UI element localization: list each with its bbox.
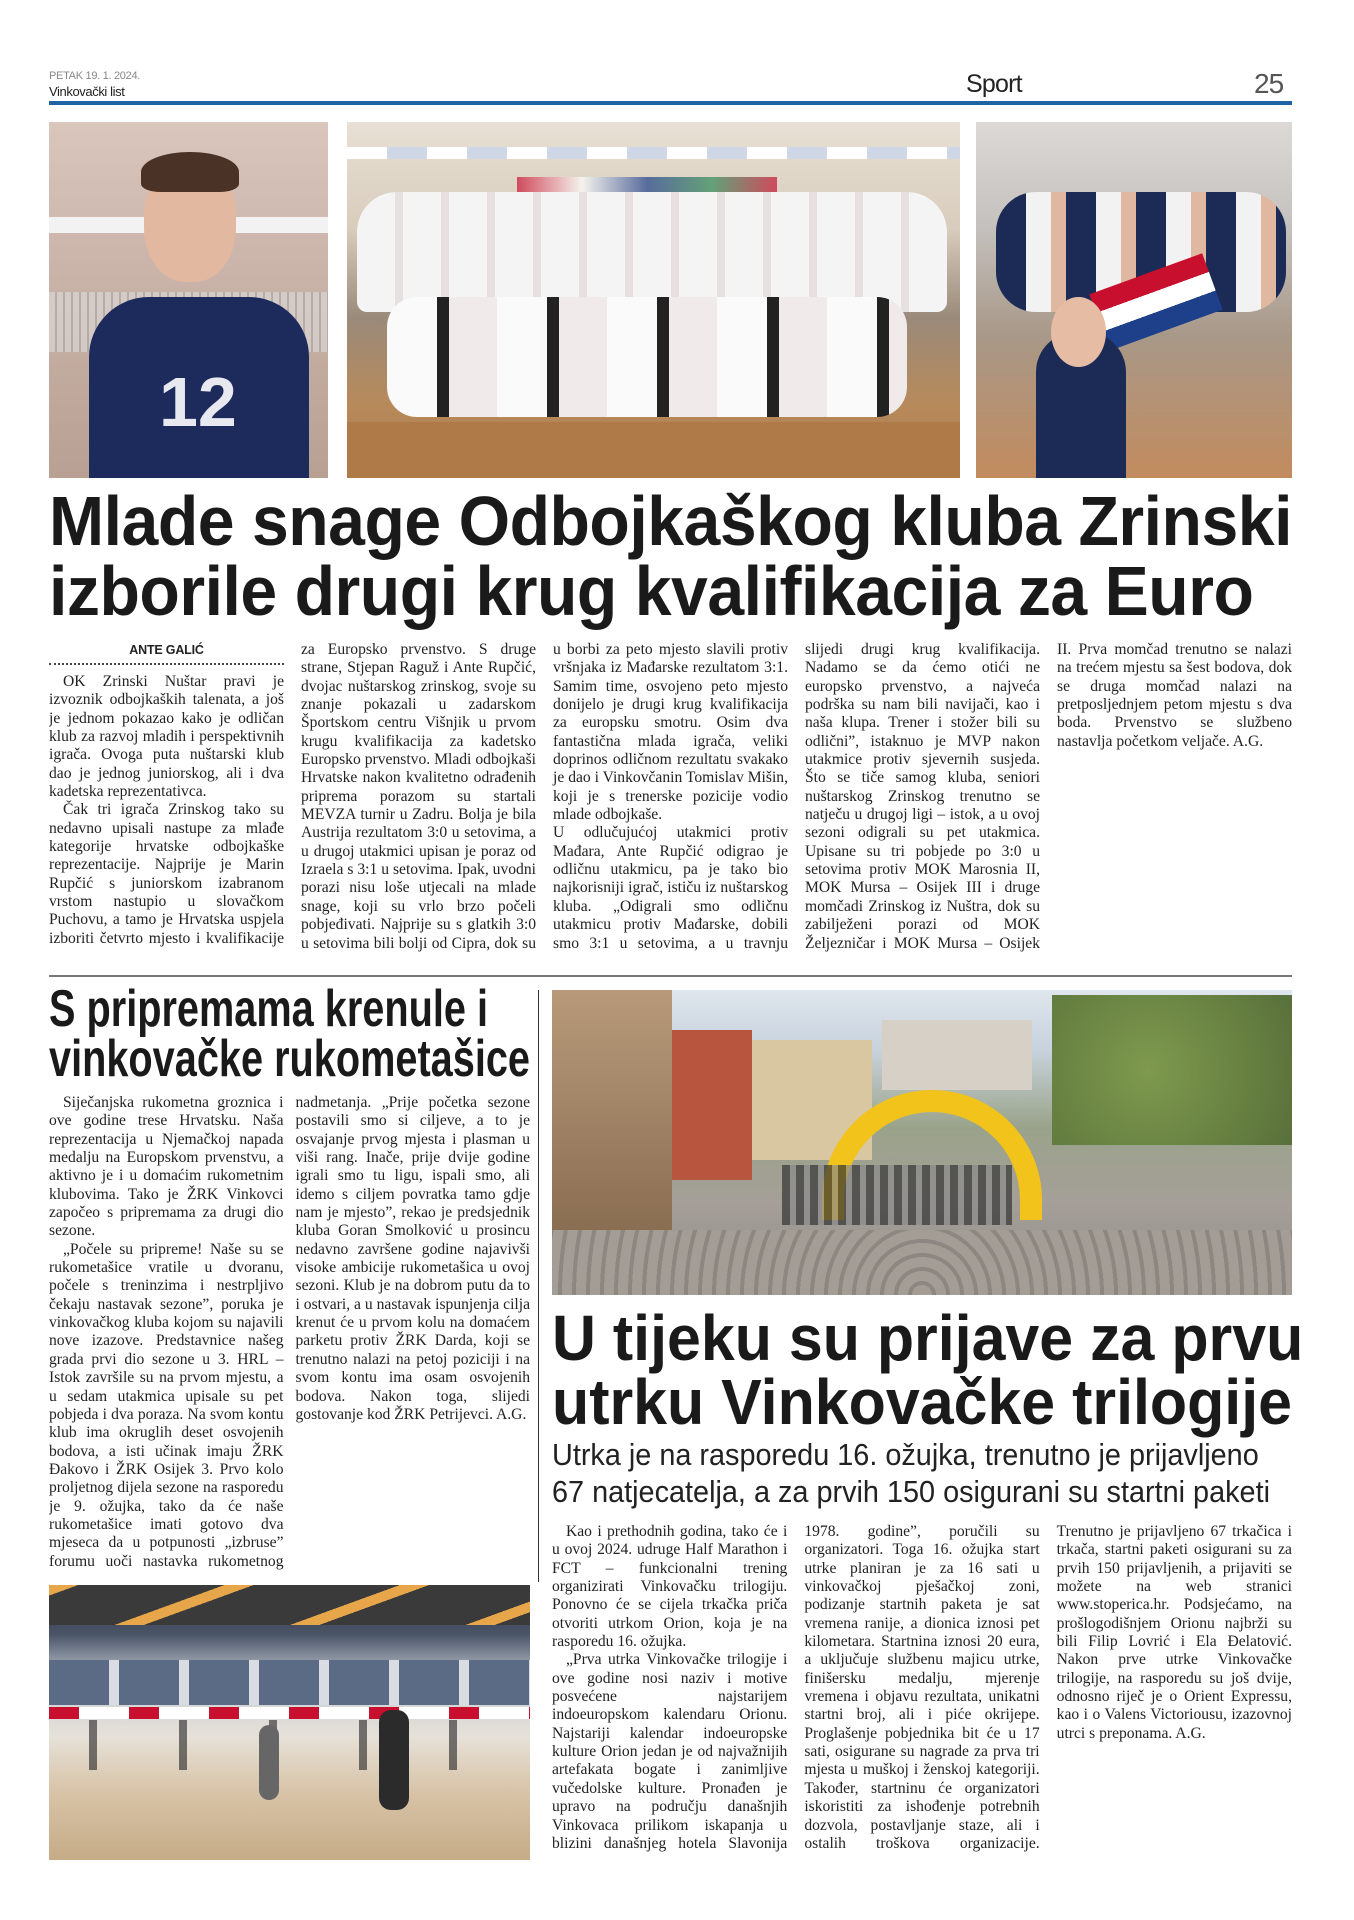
paragraph: U odlučujućoj utakmici protiv Mađara, Ante Rupčić odigrao je odličnu utakmicu, pa je tako bio najkorisniji igrač, ističu iz nuštarskog kluba. „Odigrali smo odličnu utakmicu protiv Mađarske, dobili smo 3:1 u setovima, a u travnju slijedi drugi krug kvalifikacija. Nadamo se da ćemo otići ne europsko prvenstvo, a najveća podrška su nam bili navijači, kao i naša klupa. Trener i stožer bili su odlični”, istaknuo je MVP nakon utakmice protiv sjevernih susjeda. Što se tiče samog kluba, seniori nuštarskog Zrinskog trenutno se natječu u drugoj ligi – istok, a u ovoj sezoni odigrali su pet utakmica. Upisane su tri pobjede po 3:0 u setovima protiv MOK Marosnia II, MOK Mursa – Osijek III i druge momčadi Zrinskog iz Nuštra, dok su zabilježeni porazi od MOK Željezničar i MOK Mursa – Osijek II. Prva momčad trenutno se nalazi na trećem mjestu sa šest bodova, dok se druga momčad nalazi na pretposljednjem petom mjestu s dva boda. Prvenstvo se službeno nastavlja početkom veljače. A.G. (553, 641, 1292, 952)
photo-town-square-race (552, 990, 1292, 1295)
page-number: 25 (1254, 68, 1284, 99)
paragraph: Kao i prethodnih godina, tako će i u ovoj 2024. udruge Half Marathon i FCT – funkcionalni trening organizirati Vinkovačku trilogiju. Ponovno će se cijela trkačka priča otvoriti utrkom Orion, koja je na rasporedu 16. ožujka. (552, 1523, 788, 1651)
headline-line: vinkovačke rukometašice (49, 1030, 530, 1088)
article-3-headline (552, 1302, 1304, 1438)
paragraph: Čak tri igrača Zrinskog tako su nedavno upisali nastupe za mlađe kategorije hrvatske odbojkaške reprezentacije. Najprije je Marin Rupčić s juniorskom izabranom vrstom nastupio u slovačkom Puchovu, a tamo je Hrvatska uspjela izboriti četvrto mjesto i kvalifikacije za Europsko prvenstvo. S druge strane, Stjepan Raguž i Ante Rupčić, dvojac nuštarskog zrinskog, svoje su znanje pokazali u zadarskom Športskom centru Višnjik u prvom krugu kvalifikacija za kadetsko Europsko prvenstvo. Mladi odbojkaši Hrvatske nakon kvalitetno odrađenih priprema porazom su startali MEVZA turnir u Zadru. Bolja je bila Austrija rezultatom 3:0 u setovima, a u drugoj utakmici upisan je poraz od Izraela s 3:1 u setovima. Ipak, uvodni porazi nisu loše utjecali na mlade snage, koji su vrlo brzo počeli pobjeđivati. Najprije su s glatkih 3:0 u setovima bili bolji od Cipra, dok su u borbi za peto mjesto slavili protiv vršnjaka iz Mađarske rezultatom 3:1. Samim time, osvojeno peto mjesto donijelo je drugi krug kvalifikacija za europsku smotru. Osim dva fantastična mlada igrača, veliki doprinos odličnom rezultatu svakako je dao i Vinkovčanin Tomislav Mišin, koji je s trenerske pozicije vodio mlade odbojkaše. (49, 641, 788, 952)
issue-date: PETAK 19. 1. 2024. (49, 70, 141, 82)
header-rule (49, 101, 1292, 105)
byline: ANTE GALIĆ (129, 643, 204, 657)
paragraph: OK Zrinski Nuštar pravi je izvoznik odbojkaških talenata, a još je jednom pokazao kako je odličan klub za razvoj mladih i perspektivnih igrača. Ovoga puta nuštarski klub dao je jednog juniorskog, ali i dva kadetska reprezentativca. (49, 673, 284, 801)
newspaper-name: Vinkovački list (49, 84, 125, 99)
paragraph: „Počele su pripreme! Naše su se rukometašice vratile u dvoranu, počele s treninzima i nestrpljivo čekaju nastavak sezone”, poruka je vinkovačkog kluba kojom su najavili nove izazove. Predstavnice našeg grada prvi dio sezone u 3. HRL – Istok završile su na prvom mjestu, a u sedam utakmica upisale su pet pobjeda i dva poraza. Na svom kontu klub ima okruglih deset osvojenih bodova, a isti učinak imaju ŽRK Đakovo i ŽRK Osijek 3. Prvo kolo proljetnog dijela sezone na rasporedu je 9. ožujka, tako da će naše rukometašice imati gotovo dva mjeseca da u potpunosti „izbruse” forumu uoči nastavka rukometnog nadmetanja. „Prije početka sezone postavili smo si ciljeve, a to je osvajanje prvog mjesta i plasman u viši rang. Inače, prije dvije godine igrali smo tu ligu, ispali smo, ali idemo s ciljem povratka tamo gdje nam je mjesto”, rekao je predsjednik kluba Goran Smolković u prosincu nedavno završene godine najavivši visoke ambicije rukometašica u ovoj sezoni. Klub je na dobrom putu da to i ostvari, a u nastavak ispunjenja cilja krenut će u prvom kolu na domaćem parketu protiv ŽRK Darda, koji se trenutno nalazi na petoj poziciji i na svom kontu ima osam osvojenih bodova. Nakon toga, slijedi gostovanje kod ŽRK Petrijevci. A.G. (49, 1094, 530, 1570)
headline-line: izborile drugi krug kvalifikacija za Euro (49, 552, 1254, 630)
photo-volleyball-celebration (976, 122, 1292, 478)
paragraph: „Prva utrka Vinkovačke trilogije i ove godine nosi naziv i motive posvećene najstarijem indoeuropskom kalendaru Orionu. Najstariji kalendar indoeuropske kulture Orion jedan je od najvažnijih artefakata bogate i zanimljive vučedolske kulture. Pronađen je upravo na području današnjih Vinkovaca prilikom iskapanja u blizini današnjeg hotela Slavonija 1978. godine”, poručili su organizatori. Toga 16. ožujka start utrke planiran je za 16 sati u vinkovačkoj pješačkoj zoni, podizanje startnih paketa je sat vremena ranije, a dionica iznosi pet kilometara. Startnina iznosi 20 eura, a uključuje službenu majicu utrke, finišersku medalju, mjerenje vremena i objavu rezultata, unikatni startni broj, ali i piće okrijepe. Proglašenje pobjednika bit će u 17 sati, osigurane su nagrade za prva tri mjesta u muškoj i ženskoj kategoriji. Također, startninu će organizatori iskoristiti za ishođenje potrebnih dozvola, postavljanje staze, ali i ostalih troškova organizacije. Trenutno je prijavljeno 67 trkačica i trkača, startni paketi osigurani su za prvih 150 prijavljenih, a prijaviti se možete na web stranici www.stoperica.hr. Podsjećamo, na prošlogodišnjem Orionu najbrži su bili Filip Lovrić i Ela Đelatović. Nakon prve utrke Vinkovačke trilogije, na rasporedu su još dvije, odnosno riječ je o Orient Expressu, kao i o Valens Victoriousu, izazovnoj utrci s preponama. A.G. (552, 1523, 1292, 1852)
article-1-headline (49, 482, 1292, 630)
section-divider (49, 975, 1292, 977)
article-1-body (49, 641, 1292, 963)
subheadline-line: 67 natjecatelja, a za prvih 150 osigurani su startni paketi (552, 1474, 1270, 1509)
headline-line: Mlade snage Odbojkaškog kluba Zrinski (49, 482, 1292, 560)
section-title: Sport (966, 70, 1022, 98)
headline-line: S pripremama krenule i (49, 980, 488, 1038)
column-divider (538, 990, 539, 1582)
article-2-headline (49, 980, 530, 1088)
headline-line: U tijeku su prijave za prvu (552, 1302, 1304, 1374)
article-3-subheadline (552, 1436, 1292, 1510)
paragraph: Siječanjska rukometna groznica i ove godine trese Hrvatsku. Naša reprezentacija u Njemačkoj napada medalju na Europskom prvenstvu, a aktivno je i u domaćim rukometnim klubovima. Tako je ŽRK Vinkovci započeo s pripremama za drugi dio sezone. (49, 1094, 284, 1240)
byline-divider (49, 663, 284, 665)
photo-volleyball-player: 12 (49, 122, 328, 478)
headline-line: utrku Vinkovačke trilogije (552, 1366, 1292, 1438)
photo-volleyball-team (347, 122, 960, 478)
article-2-body (49, 1094, 530, 1574)
article-3-body (552, 1523, 1292, 1859)
photo-handball-training (49, 1585, 530, 1860)
subheadline-line: Utrka je na rasporedu 16. ožujka, trenutno je prijavljeno (552, 1437, 1259, 1472)
